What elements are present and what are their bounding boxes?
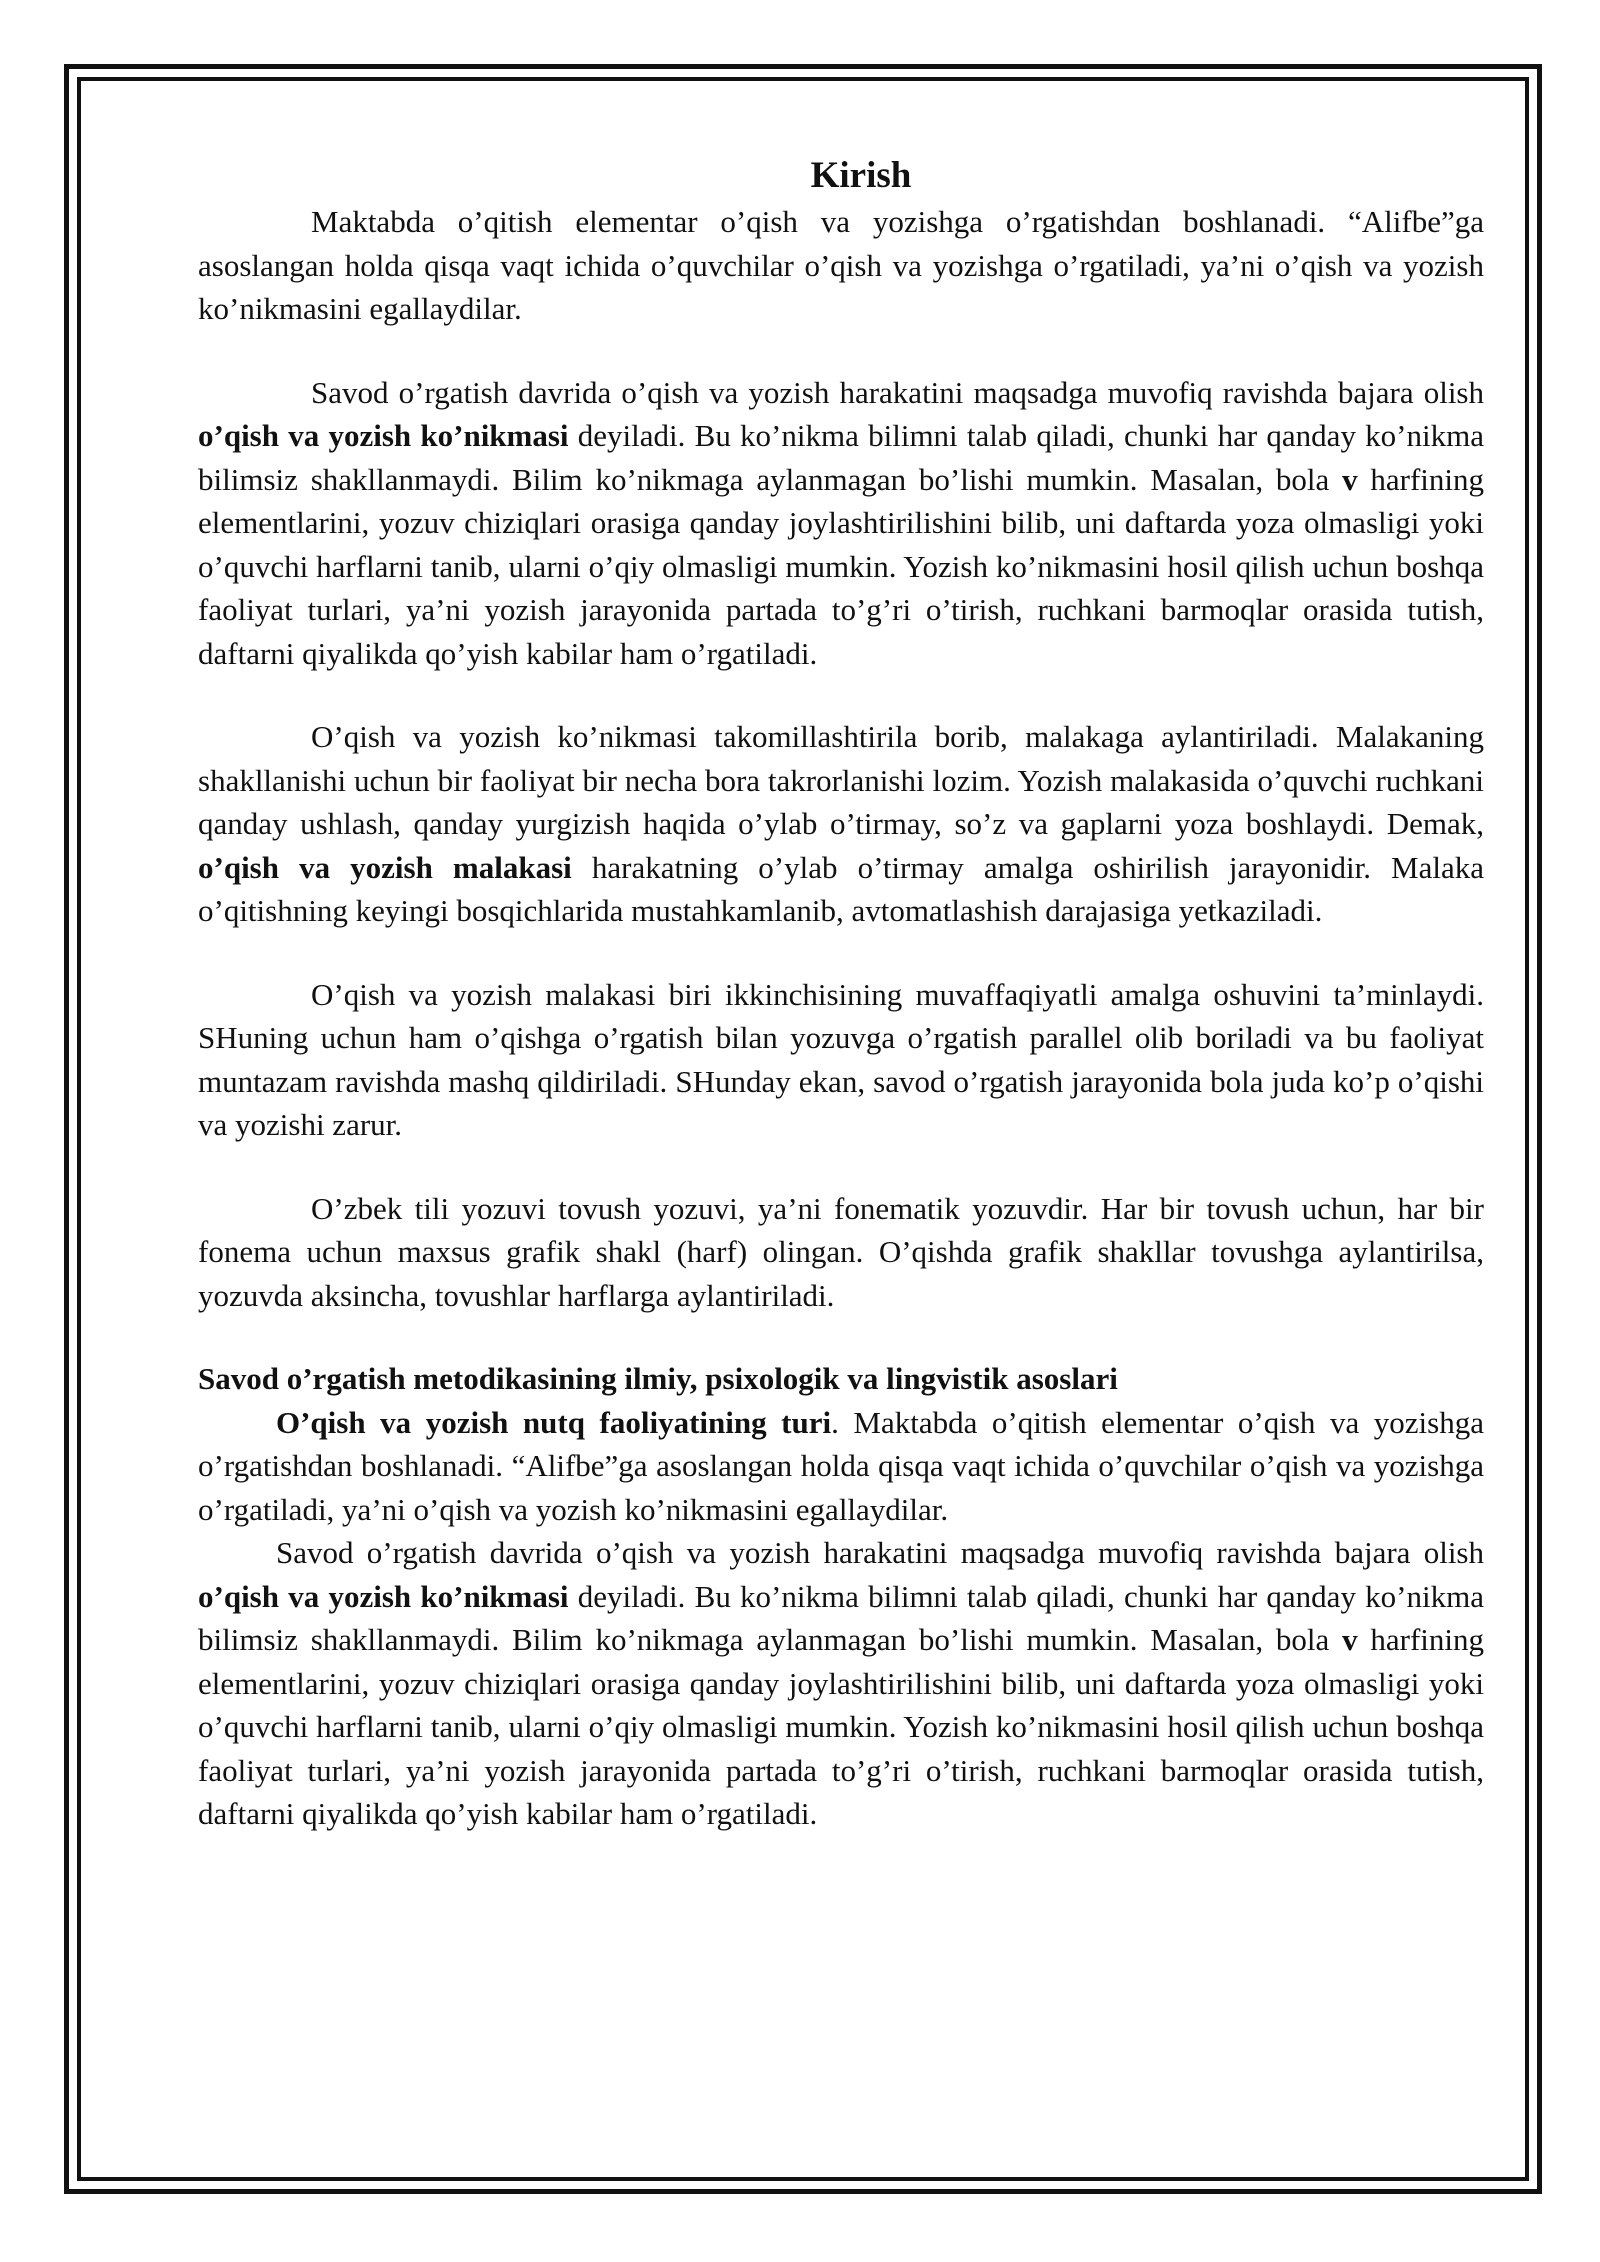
paragraph-7 [198, 1531, 1484, 1836]
paragraph-2 [198, 371, 1484, 676]
paragraph-6 [198, 1401, 1484, 1532]
document-body [198, 152, 1484, 1836]
text-span: Savod o’rgatish davrida o’qish va yozish harakatini maqsadga muvofiq ravishda bajara olish [311, 374, 1484, 410]
bold-term: o’qish va yozish ko’nikmasi [198, 1578, 569, 1614]
page-title: Kirish [810, 155, 912, 196]
section-heading: Savod o’rgatish metodikasining ilmiy, psixologik va lingvistik asoslari [198, 1361, 1118, 1396]
text-span: harfining elementlarini, yozuv chiziqlari orasiga qanday joylashtirilishini bilib, uni daftarda yoza olmasligi yoki o’quvchi harflarni tanib, ularni o’qiy olmasligi mumkin. Yozish ko’nikmasini hosil qilish uchun boshqa faoliyat turlari, ya’ni yozish jarayonida partada to’g’ri o’tirish, ruchkani barmoqlar orasida tutish, daftarni qiyalikda qo’yish kabilar ham o’rgatiladi. [198, 1622, 1484, 1831]
bold-term: o’qish va yozish malakasi [198, 849, 572, 885]
paragraph-5: O’zbek tili yozuvi tovush yozuvi, ya’ni fonematik yozuvdir. Har bir tovush uchun, har bir fonema uchun maxsus grafik shakl (harf) olingan. O’qishda grafik shakllar tovushga aylantirilsa, yozuvda aksincha, tovushlar harflarga aylantiriladi. [198, 1190, 1484, 1313]
paragraph-1: Maktabda o’qitish elementar o’qish va yozishga o’rgatishdan boshlanadi. “Alifbe”ga asoslangan holda qisqa vaqt ichida o’quvchilar o’qish va yozishga o’rgatiladi, ya’ni o’qish va yozish ko’nikmasini egallaydilar. [198, 204, 1484, 326]
text-span: harakatning o’ylab o’tirmay amalga oshirilish jarayonidir. Malaka o’qitishning keyingi bosqichlarida mustahkamlanib, avtomatlashish darajasiga yetkaziladi. [198, 849, 1485, 928]
text-span: O’qish va yozish ko’nikmasi takomillashtirila borib, malakaga aylantiriladi. Malakaning shakllanishi uchun bir faoliyat bir necha bora takrorlanishi lozim. Yozish malakasida o’quvchi ruchkani qanday ushlash, qanday yurgizish haqida o’ylab o’tirmay, so’z va gaplarni yoza boshlaydi. Demak, [198, 719, 1484, 841]
paragraph-gap [198, 1147, 1484, 1187]
bold-letter: v [1342, 1622, 1358, 1657]
paragraph-gap [198, 331, 1484, 371]
text-span: deyiladi. Bu ko’nikma bilimni talab qiladi, chunki har qanday ko’nikma bilimsiz shakllanmaydi. Bilim ko’nikmaga aylanmagan bo’lishi mumkin. Masalan, bola [198, 1578, 1484, 1657]
paragraph-3 [198, 715, 1484, 933]
text-span: harfining elementlarini, yozuv chiziqlari orasiga qanday joylashtirilishini bilib, uni daftarda yoza olmasligi yoki o’quvchi harflarni tanib, ularni o’qiy olmasligi mumkin. Yozish ko’nikmasini hosil qilish uchun boshqa faoliyat turlari, ya’ni yozish jarayonida partada to’g’ri o’tirish, ruchkani barmoqlar orasida tutish, daftarni qiyalikda qo’yish kabilar ham o’rgatiladi. [198, 461, 1484, 671]
text-span: Savod o’rgatish davrida o’qish va yozish harakatini maqsadga muvofiq ravishda bajara olish [276, 1535, 1484, 1570]
bold-letter: v [1342, 461, 1358, 497]
paragraph-4: O’qish va yozish malakasi biri ikkinchisining muvaffaqiyatli amalga oshuvini ta’minlaydi. SHuning uchun ham o’qishga o’rgatish bilan yozuvga o’rgatish parallel olib boriladi va bu faoliyat muntazam ravishda mashq qildiriladi. SHunday ekan, savod o’rgatish jarayonida bola juda ko’p o’qishi va yozishi zarur. [198, 976, 1484, 1142]
paragraph-gap [198, 933, 1484, 973]
bold-term: O’qish va yozish nutq faoliyatining turi [276, 1404, 832, 1440]
text-span: . Maktabda o’qitish elementar o’qish va yozishga o’rgatishdan boshlanadi. “Alifbe”ga asoslangan holda qisqa vaqt ichida o’quvchilar o’qish va yozishga o’rgatiladi, ya’ni o’qish va yozish ko’nikmasini egallaydilar. [198, 1404, 1484, 1527]
paragraph-gap [198, 1317, 1484, 1357]
paragraph-gap [198, 675, 1484, 715]
text-span: deyiladi. Bu ko’nikma bilimni talab qiladi, chunki har qanday ko’nikma bilimsiz shakllanmaydi. Bilim ko’nikmaga aylanmagan bo’lishi mumkin. Masalan, bola [198, 418, 1484, 497]
bold-term: o’qish va yozish ko’nikmasi [198, 418, 569, 453]
